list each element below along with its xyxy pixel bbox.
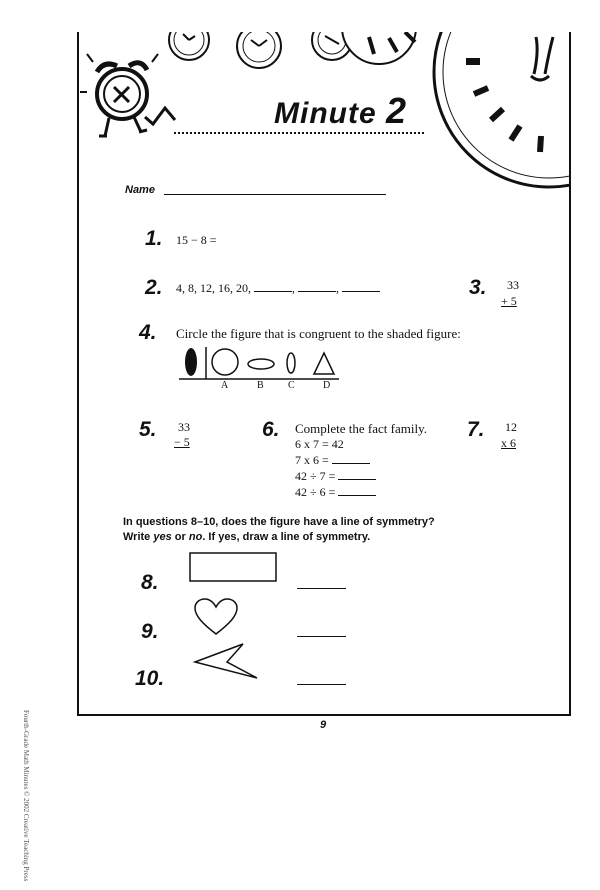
q5-number: 5. xyxy=(139,418,157,441)
name-field[interactable] xyxy=(164,194,386,195)
figure-c-ellipse xyxy=(287,353,295,373)
worksheet-page xyxy=(77,32,571,716)
q8-rectangle-figure xyxy=(189,552,279,584)
small-clock-icon-1 xyxy=(169,32,209,60)
figure-d-triangle xyxy=(314,353,334,374)
q2-comma-1: , xyxy=(292,281,295,295)
q2-blank-2[interactable] xyxy=(298,281,336,292)
small-clock-icon-2 xyxy=(237,32,281,68)
q6-number: 6. xyxy=(262,418,280,441)
q8-number: 8. xyxy=(141,571,159,594)
symmetry-instruction-line-2: Write yes or no. If yes, draw a line of symmetry. xyxy=(123,531,371,543)
q2-text: 4, 8, 12, 16, 20, xyxy=(176,281,251,295)
label-b: B xyxy=(257,380,264,391)
name-label: Name xyxy=(125,184,155,196)
q6-line-1: 6 x 7 = 42 xyxy=(295,437,344,451)
q5-top: 33 xyxy=(178,420,190,434)
shaded-ellipse-figure xyxy=(185,348,197,376)
q9-number: 9. xyxy=(141,620,159,643)
q2-comma-2: , xyxy=(336,281,339,295)
q6-blank-2[interactable] xyxy=(338,469,376,480)
large-clock-icon xyxy=(434,32,571,187)
title-word: Minute xyxy=(274,97,377,130)
q7-top: 12 xyxy=(505,420,517,434)
q1-number: 1. xyxy=(145,227,163,250)
q5-bottom: − 5 xyxy=(174,435,190,449)
alarm-clock-icon xyxy=(80,54,175,136)
symmetry-instruction-line-1: In questions 8–10, does the figure have a line of symmetry? xyxy=(123,516,435,528)
q1-text: 15 − 8 = xyxy=(176,233,217,247)
q7-number: 7. xyxy=(467,418,485,441)
title-number: 2 xyxy=(386,90,408,131)
q2-blank-1[interactable] xyxy=(254,281,292,292)
label-c: C xyxy=(288,380,295,391)
q3-number: 3. xyxy=(469,276,487,299)
page-title xyxy=(274,90,407,132)
q9-heart-figure xyxy=(193,598,243,638)
q10-arrow-figure xyxy=(193,642,263,682)
q6-blank-3[interactable] xyxy=(338,485,376,496)
q6-line-2: 7 x 6 = xyxy=(295,453,370,468)
q2-number: 2. xyxy=(145,276,163,299)
figure-b-ellipse xyxy=(248,359,274,369)
q6-line-3: 42 ÷ 7 = xyxy=(295,469,376,484)
q4-figures xyxy=(179,342,359,392)
q7-bottom: x 6 xyxy=(501,436,516,450)
q6-line-4: 42 ÷ 6 = xyxy=(295,485,376,500)
medium-clock-icon xyxy=(342,32,416,64)
q8-answer-line[interactable] xyxy=(297,588,346,589)
q4-text: Circle the figure that is congruent to the shaded figure: xyxy=(176,326,461,341)
q3-top: 33 xyxy=(507,278,519,292)
q6-blank-1[interactable] xyxy=(332,453,370,464)
q10-answer-line[interactable] xyxy=(297,684,346,685)
side-credit: Fourth-Grade Math Minutes © 2002 Creative Teaching Press xyxy=(22,710,30,882)
figure-a-circle xyxy=(212,349,238,375)
q10-number: 10. xyxy=(135,667,165,690)
label-a: A xyxy=(221,380,229,391)
q3-bottom: + 5 xyxy=(501,294,517,308)
q2-sequence xyxy=(176,281,380,296)
q6-text: Complete the fact family. xyxy=(295,421,427,436)
label-d: D xyxy=(323,380,331,391)
page-number: 9 xyxy=(320,719,327,731)
q2-blank-3[interactable] xyxy=(342,281,380,292)
q4-number: 4. xyxy=(139,321,157,344)
q9-answer-line[interactable] xyxy=(297,636,346,637)
